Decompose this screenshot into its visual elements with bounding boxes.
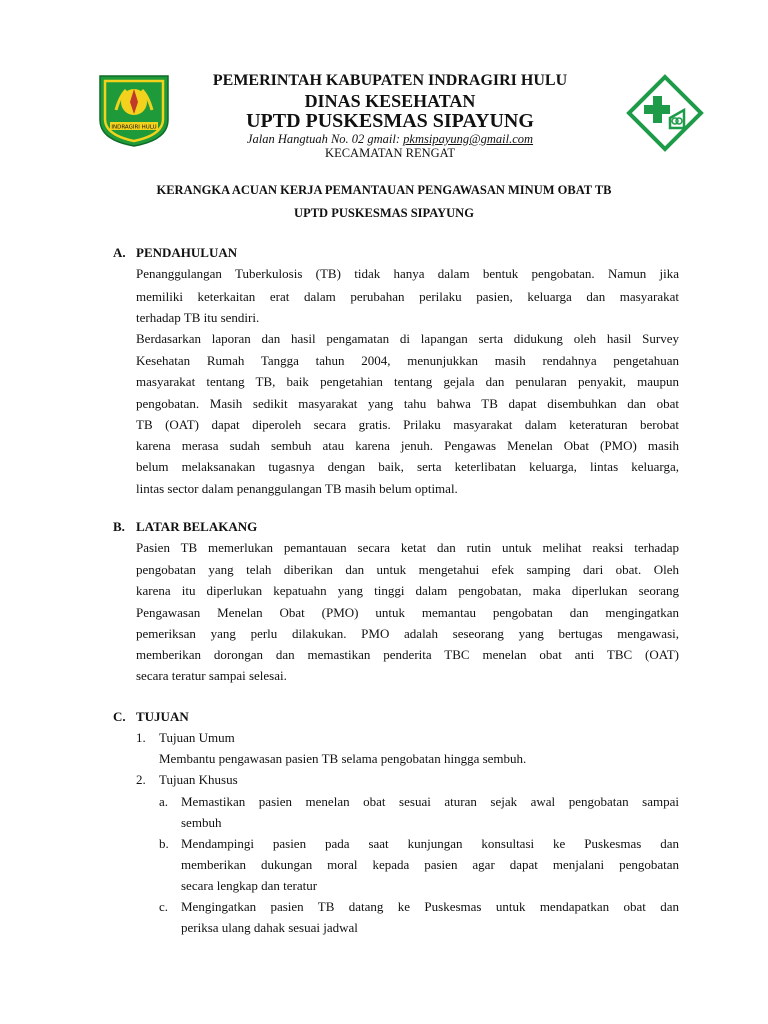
sub-item-line: sembuh [181,815,222,830]
paragraph-line: karena merasa sudah sembuh atau karena jenuh. Pengawas Menelan Obat (PMO) masih [136,438,679,453]
tujuan-khusus-title: Tujuan Khusus [159,772,238,787]
paragraph-line: memiliki keterkaitan erat dalam perubahan perilaku pasien, keluarga dan masyarakat [136,289,679,304]
sub-item-line: memberikan dukungan moral kepada pasien agar dapat menjalani pengobatan [181,857,679,872]
list-number: 1. [136,730,146,745]
section-c-heading [113,709,189,725]
paragraph-line: Berdasarkan laporan dan hasil pengamatan di lapangan serta didukung oleh hasil Survey [136,331,679,346]
section-c-title: TUJUAN [136,709,189,724]
paragraph-line: Kesehatan Rumah Tangga tahun 2004, menunjukkan masih rendahnya pengetahuan [136,353,679,368]
header-district: KECAMATAN RENGAT [325,146,455,160]
email-link[interactable]: pkmsipayung@gmail.com [403,132,534,146]
sub-item-label: c. [159,899,169,914]
paragraph-line: terhadap TB itu sendiri. [136,310,260,325]
tujuan-umum-title: Tujuan Umum [159,730,235,745]
section-c-label: C. [113,709,126,724]
paragraph-line: secara teratur sampai selesai. [136,668,287,683]
section-a-heading [113,245,237,261]
section-b-label: B. [113,519,125,534]
paragraph-line: lintas sector dalam penanggulangan TB masih belum optimal. [136,481,458,496]
emblem-banner-text: INDRAGIRI HULU [111,124,157,131]
paragraph-line: Pasien TB memerlukan pemantauan secara ketat dan rutin untuk melihat reaksi terhadap [136,540,679,555]
section-b-heading [113,519,257,535]
section-a-label: A. [113,245,126,260]
paragraph-line: pemeriksan yang perlu dilakukan. PMO adalah seseorang yang bertugas mengawasi, [136,626,679,641]
section-b-title: LATAR BELAKANG [136,519,258,534]
sub-item-line: secara lengkap dan teratur [181,878,318,893]
sub-item-line: Mendampingi pasien pada saat kunjungan konsultasi ke Puskesmas dan [181,836,679,851]
sub-item-label: b. [159,836,169,851]
tujuan-umum-text: Membantu pengawasan pasien TB selama pengobatan hingga sembuh. [159,751,527,766]
address-text: Jalan Hangtuah No. 02 gmail: [246,132,401,146]
paragraph-line: masyarakat tentang TB, baik pengetahian tentang gejala dan penularan penyakit, maupun [136,374,679,389]
header-line-3: UPTD PUSKESMAS SIPAYUNG [246,110,534,132]
paragraph-line: Pengawasan Menelan Obat (PMO) untuk memantau pengobatan dan mengingatkan [136,605,679,620]
paragraph-line: TB (OAT) dapat diperoleh secara gratis. Prilaku masyarakat dalam keteraturan berobat [136,417,679,432]
sub-item-label: a. [159,794,169,809]
paragraph-line: belum melaksanakan tugasnya dengan baik, serta keterlibatan keluarga, lintas keluarga, [136,459,679,474]
sub-item-line: Memastikan pasien menelan obat sesuai aturan sejak awal pengobatan sampai [181,794,679,809]
sub-item-line: Mengingatkan pasien TB datang ke Puskesmas untuk mendapatkan obat dan [181,899,679,914]
header-line-2: DINAS KESEHATAN [304,91,476,111]
paragraph-line: pengobatan yang telah diberikan dan untuk mengetahui efek samping dari obat. Oleh [136,562,679,577]
document-title-line-2: UPTD PUSKESMAS SIPAYUNG [294,206,474,220]
puskesmas-logo [626,74,704,152]
sub-item-line: periksa ulang dahak sesuai jadwal [181,920,358,935]
document-title-line-1: KERANGKA ACUAN KERJA PEMANTAUAN PENGAWASAN MINUM OBAT TB [156,183,612,197]
paragraph-line: memberikan dorongan dan memastikan penderita TBC menelan obat anti TBC (OAT) [136,647,679,662]
list-number: 2. [136,772,146,787]
paragraph-line: pengobatan. Masih sedikit masyarakat yang tahu bahwa TB dapat disembuhkan dan obat [136,396,679,411]
header-address [150,132,630,146]
paragraph-line: karena itu diperlukan kepatuahn yang tinggi dalam pengobatan, maka diperlukan seorang [136,583,679,598]
paragraph-line: Penanggulangan Tuberkulosis (TB) tidak hanya dalam bentuk pengobatan. Namun jika [136,266,679,281]
section-a-title: PENDAHULUAN [136,245,238,260]
header-line-1: PEMERINTAH KABUPATEN INDRAGIRI HULU [212,72,568,89]
